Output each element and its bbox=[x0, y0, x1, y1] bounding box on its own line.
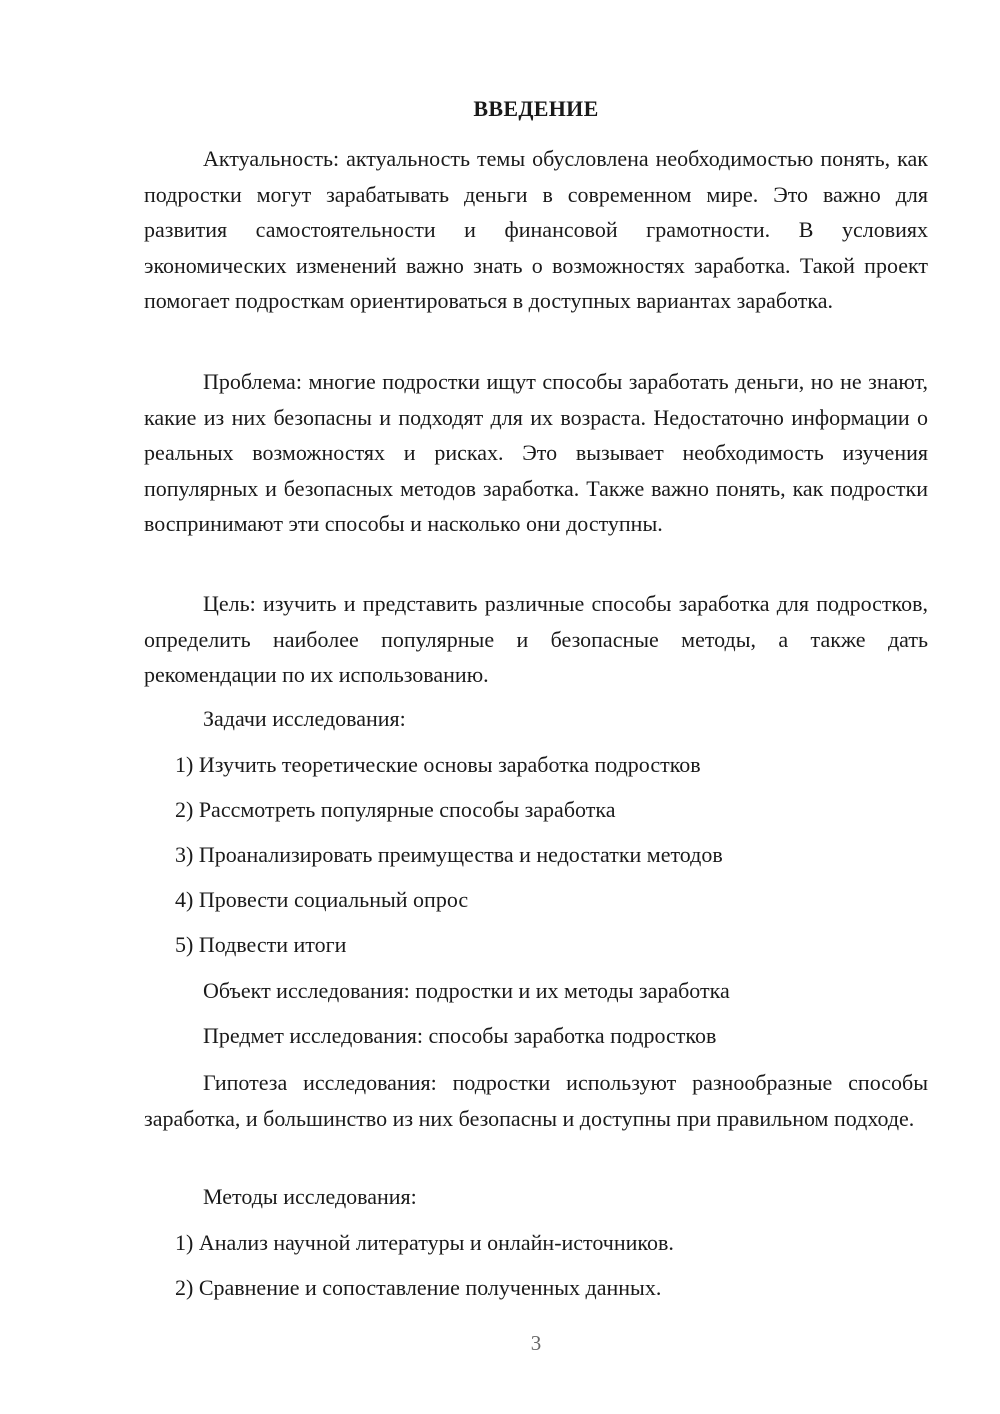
method-item: 2) Сравнение и сопоставление полученных данных. bbox=[175, 1275, 662, 1300]
object-line: Объект исследования: подростки и их методы заработка bbox=[203, 978, 730, 1003]
relevance-paragraph: Актуальность: актуальность темы обусловлена необходимостью понять, как подростки могут зарабатывать деньги в современном мире. Это важно для развития самостоятельности и финансовой грамотности. В условиях экономических изменений важно знать о возможностях заработка. Такой проект помогает подросткам ориентироваться в доступных вариантах заработка. bbox=[144, 146, 928, 313]
page-number: 3 bbox=[530, 1331, 542, 1355]
hypothesis-paragraph: Гипотеза исследования: подростки используют разнообразные способы заработка, и большинство из них безопасны и доступны при правильном подходе. bbox=[144, 1070, 928, 1131]
subject-line: Предмет исследования: способы заработка подростков bbox=[203, 1023, 717, 1048]
goal-paragraph: Цель: изучить и представить различные способы заработка для подростков, определить наиболее популярные и безопасные методы, а также дать рекомендации по их использованию. bbox=[144, 591, 928, 687]
task-item: 2) Рассмотреть популярные способы заработка bbox=[175, 797, 616, 822]
methods-label: Методы исследования: bbox=[203, 1184, 417, 1209]
task-item: 3) Проанализировать преимущества и недостатки методов bbox=[175, 842, 723, 867]
task-item: 4) Провести социальный опрос bbox=[175, 887, 469, 912]
problem-paragraph: Проблема: многие подростки ищут способы заработать деньги, но не знают, какие из них безопасны и подходят для их возраста. Недостаточно информации о реальных возможностях и рисках. Это вызывает необходимость изучения популярных и безопасных методов заработка. Также важно понять, как подростки воспринимают эти способы и насколько они доступны. bbox=[144, 369, 928, 536]
task-item: 5) Подвести итоги bbox=[175, 932, 347, 957]
section-heading: ВВЕДЕНИЕ bbox=[473, 96, 599, 121]
method-item: 1) Анализ научной литературы и онлайн-источников. bbox=[175, 1230, 674, 1255]
task-item: 1) Изучить теоретические основы заработка подростков bbox=[175, 752, 701, 777]
tasks-label: Задачи исследования: bbox=[203, 706, 406, 731]
